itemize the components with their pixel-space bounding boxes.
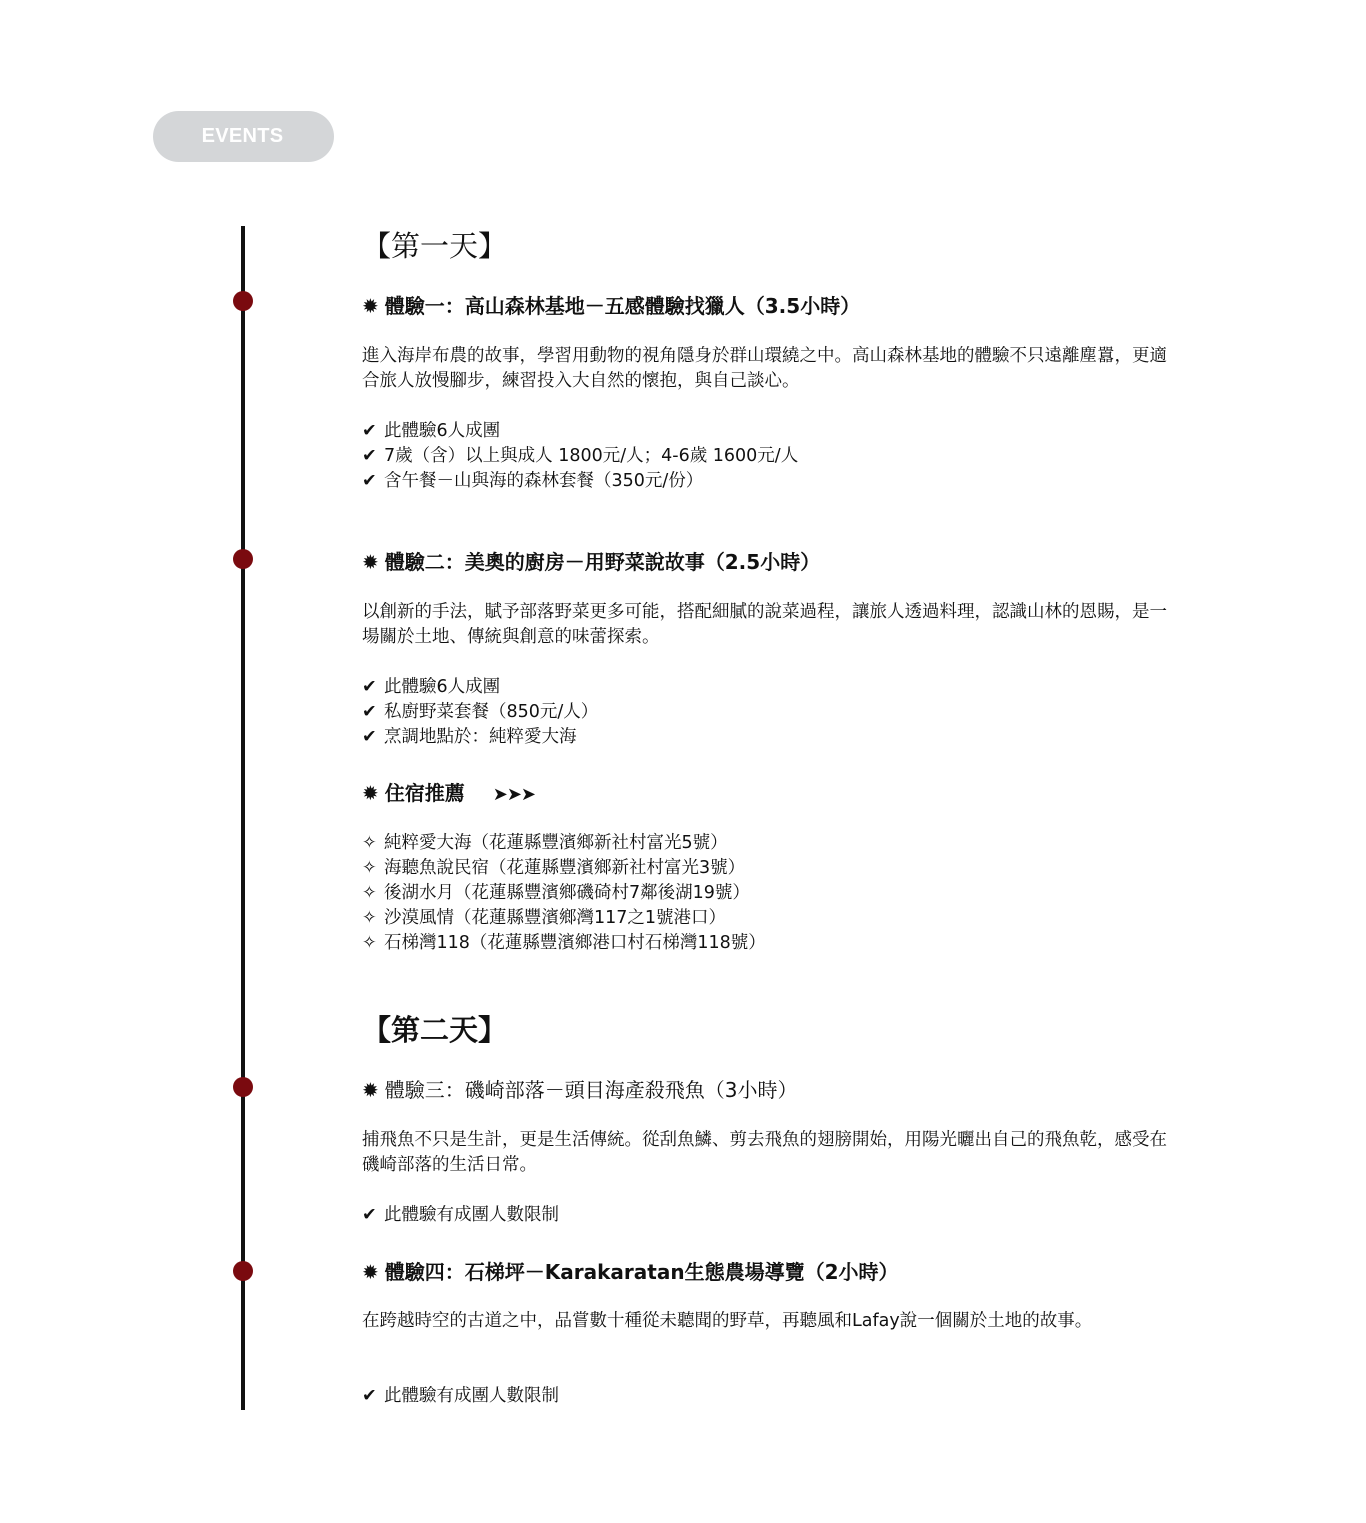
list-item: ✔ 7歲（含）以上與成人 1800元/人；4-6歲 1600元/人 xyxy=(362,444,798,469)
sparkle-icon: ✹ xyxy=(362,1078,379,1102)
events-badge: EVENTS xyxy=(153,111,334,162)
sparkle-icon: ✹ xyxy=(362,781,379,805)
check-icon: ✔ xyxy=(362,702,377,722)
check-icon: ✔ xyxy=(362,1386,377,1406)
exp1-list xyxy=(362,419,798,494)
list-item: ✔ 此體驗6人成團 xyxy=(362,419,798,444)
timeline-dot-exp1 xyxy=(233,291,253,311)
timeline-dot-exp4 xyxy=(233,1261,253,1281)
arrow-icon: ➤➤➤ xyxy=(492,784,536,805)
exp4-description: 在跨越時空的古道之中，品嘗數十種從未聽聞的野草，再聽風和Lafay說一個關於土地的故事。 xyxy=(362,1311,1093,1331)
exp3-heading xyxy=(362,1074,798,1103)
exp4-title: 體驗四：石梯坪－Karakaratan生態農場導覽（2小時） xyxy=(384,1260,899,1284)
timeline-dot-exp2 xyxy=(233,549,253,569)
check-icon: ✔ xyxy=(362,446,377,466)
list-item: ✧ 石梯灣118（花蓮縣豐濱鄉港口村石梯灣118號） xyxy=(362,931,766,956)
list-item: ✧ 後湖水月（花蓮縣豐濱鄉磯碕村7鄰後湖19號） xyxy=(362,881,766,906)
day2-title: 【第二天】 xyxy=(362,1013,508,1047)
sparkle-icon: ✹ xyxy=(362,550,379,574)
exp2-title: 體驗二：美奧的廚房－用野菜說故事（2.5小時） xyxy=(384,550,821,574)
exp1-heading xyxy=(362,290,860,319)
list-item: ✧ 純粹愛大海（花蓮縣豐濱鄉新社村富光5號） xyxy=(362,831,766,856)
exp3-list xyxy=(362,1203,559,1228)
exp2-heading xyxy=(362,546,820,575)
exp4-list xyxy=(362,1384,559,1409)
lodging-list xyxy=(362,831,766,956)
list-item: ✔ 私廚野菜套餐（850元/人） xyxy=(362,700,598,725)
list-item: ✔ 此體驗6人成團 xyxy=(362,675,598,700)
check-icon: ✔ xyxy=(362,421,377,441)
sparkle-bullet-icon: ✧ xyxy=(362,833,377,853)
exp1-description: 進入海岸布農的故事，學習用動物的視角隱身於群山環繞之中。高山森林基地的體驗不只遠離塵囂，更適合旅人放慢腳步，練習投入大自然的懷抱，與自己談心。 xyxy=(362,346,1167,391)
list-item: ✧ 海聽魚說民宿（花蓮縣豐濱鄉新社村富光3號） xyxy=(362,856,766,881)
check-icon: ✔ xyxy=(362,1205,377,1225)
exp4-heading xyxy=(362,1256,899,1285)
check-icon: ✔ xyxy=(362,471,377,491)
check-icon: ✔ xyxy=(362,677,377,697)
lodging-title: 住宿推薦 xyxy=(384,781,465,805)
sparkle-bullet-icon: ✧ xyxy=(362,858,377,878)
list-item: ✔ 含午餐－山與海的森林套餐（350元/份） xyxy=(362,469,798,494)
list-item: ✔ 烹調地點於：純粹愛大海 xyxy=(362,725,598,750)
sparkle-icon: ✹ xyxy=(362,1260,379,1284)
sparkle-bullet-icon: ✧ xyxy=(362,908,377,928)
list-item: ✧ 沙漠風情（花蓮縣豐濱鄉灣117之1號港口） xyxy=(362,906,766,931)
exp1-title: 體驗一：高山森林基地－五感體驗找獵人（3.5小時） xyxy=(384,294,861,318)
sparkle-bullet-icon: ✧ xyxy=(362,883,377,903)
list-item: ✔ 此體驗有成團人數限制 xyxy=(362,1384,559,1409)
list-item: ✔ 此體驗有成團人數限制 xyxy=(362,1203,559,1228)
check-icon: ✔ xyxy=(362,727,377,747)
exp2-description: 以創新的手法，賦予部落野菜更多可能，搭配細膩的說菜過程，讓旅人透過料理，認識山林的恩賜，是一場關於土地、傳統與創意的味蕾探索。 xyxy=(362,602,1167,647)
day1-title: 【第一天】 xyxy=(362,229,508,263)
exp3-title: 體驗三：磯崎部落－頭目海產殺飛魚（3小時） xyxy=(384,1078,798,1102)
timeline-dot-exp3 xyxy=(233,1077,253,1097)
timeline-line xyxy=(241,226,245,1410)
exp3-description: 捕飛魚不只是生計，更是生活傳統。從刮魚鱗、剪去飛魚的翅膀開始，用陽光曬出自己的飛魚乾，感受在磯崎部落的生活日常。 xyxy=(362,1130,1167,1175)
lodging-heading xyxy=(362,777,535,806)
sparkle-icon: ✹ xyxy=(362,294,379,318)
exp2-list xyxy=(362,675,598,750)
sparkle-bullet-icon: ✧ xyxy=(362,933,377,953)
